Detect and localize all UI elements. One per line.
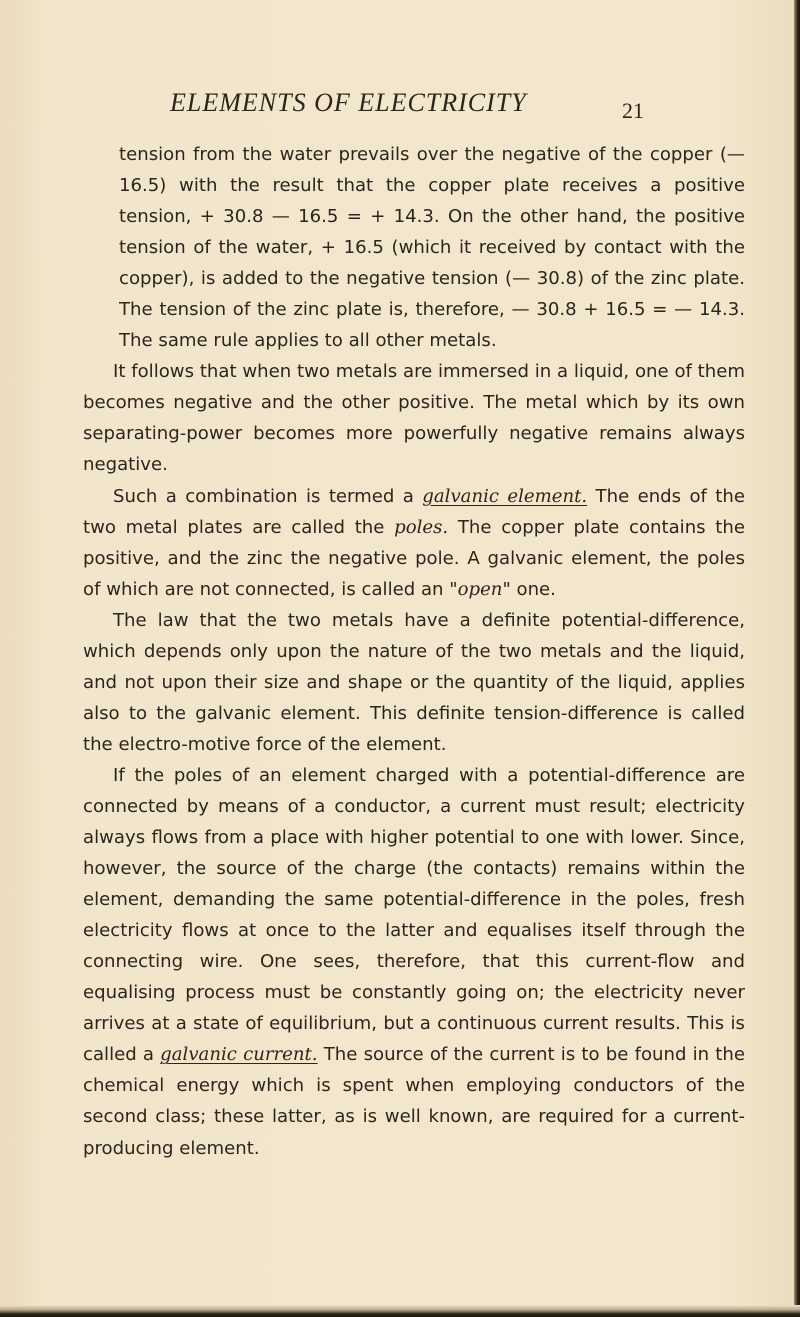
paragraph-5 [83,760,745,1164]
paragraph-5-text-a: If the poles of an element charged with a potential-difference are connected by means of a conductor, a current must result; electricity always flows from a place with higher potential to one with lower. Since, however, the source of the charge (the contacts) remains within the element, demanding the same potential-difference in the poles, fresh electricity flows at once to the latter and equalises itself through the connecting wire. One sees, therefore, that this current-flow and equalising process must be constantly going on; the electricity never arrives at a state of equilibrium, but a continuous current results. This is called a [83,764,745,1066]
paragraph-3-text-a: Such a combination is termed a [113,485,423,507]
page-bottom-edge [0,1305,800,1317]
term-galvanic-current: galvanic current. [160,1044,318,1066]
page-number: 21 [622,98,644,123]
page-edge-shadow [794,0,800,1317]
running-title: ELEMENTS OF ELECTRICITY [170,88,527,117]
term-galvanic-element: galvanic element. [422,485,588,507]
paragraph-1: tension from the water prevails over the negative of the copper (—16.5) with the result that the copper plate receives a positive tension, + 30.8 — 16.5 = + 14.3. On the other hand, the positive tension of the water, + 16.5 (which it received by contact with the copper), is added to the negative tension (— 30.8) of the zinc plate. The tension of the zinc plate is, therefore, — 30.8 + 16.5 = — 14.3. The same rule applies to all other metals. [119,144,745,352]
term-poles: poles. [394,516,449,538]
paragraph-2: It follows that when two metals are immersed in a liquid, one of them becomes negative and the other positive. The metal which by its own separating-power becomes more powerfully negative remains always negative. [83,361,745,476]
paragraph-5-text-b: The source of the current is to be found in the chemical energy which is spent when employing conductors of the second class; these latter, as is well known, are required for a current-producing element. [83,1044,745,1159]
paragraph-3-text-b: The ends of the two metal plates are called the [83,485,745,538]
paragraph-3-text-d: " one. [502,578,556,600]
body-text [83,139,745,1164]
paragraph-4: The law that the two metals have a definite potential-difference, which depends only upon the nature of the two metals and the liquid, and not upon their size and shape or the quantity of the liquid, applies also to the galvanic element. This definite tension-difference is called the electro-motive force of the element. [83,609,745,755]
paragraph-3-text-c: The copper plate contains the positive, and the zinc the negative pole. A galvanic element, the poles of which are not connected, is called an " [83,516,745,600]
paragraph-3 [83,481,745,605]
term-open: open [457,578,503,600]
